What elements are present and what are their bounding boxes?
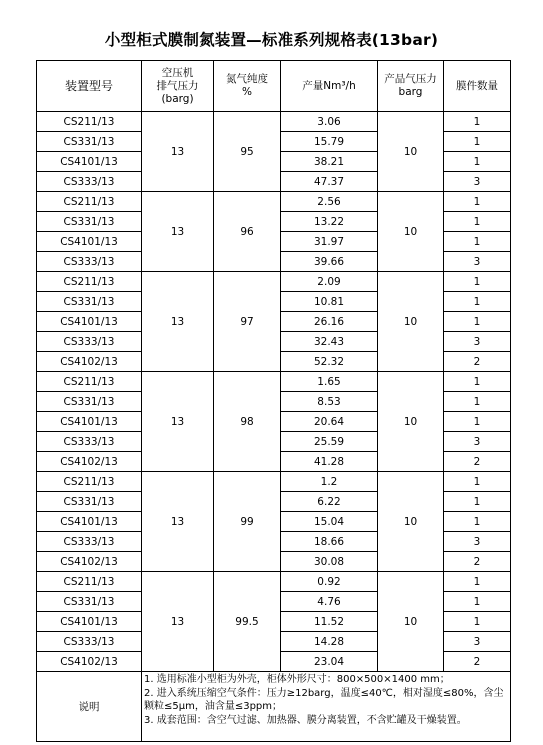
- cell-purity: 95: [214, 112, 281, 192]
- cell-model: CS331/13: [37, 592, 142, 612]
- header-product-pressure-line2: barg: [398, 86, 423, 98]
- cell-purity: 96: [214, 192, 281, 272]
- cell-model: CS4101/13: [37, 412, 142, 432]
- cell-membranes: 3: [444, 252, 511, 272]
- cell-flow: 31.97: [281, 232, 378, 252]
- cell-model: CS331/13: [37, 132, 142, 152]
- cell-flow: 15.79: [281, 132, 378, 152]
- cell-flow: 10.81: [281, 292, 378, 312]
- cell-model: CS4102/13: [37, 352, 142, 372]
- cell-model: CS331/13: [37, 292, 142, 312]
- cell-flow: 30.08: [281, 552, 378, 572]
- table-row: [37, 112, 511, 132]
- note-line-1: 1. 选用标准小型柜为外壳，柜体外形尺寸：800×500×1400 mm；: [144, 674, 450, 685]
- notes-label: 说明: [37, 672, 142, 742]
- header-flow: 产量Nm³/h: [281, 61, 378, 112]
- cell-flow: 4.76: [281, 592, 378, 612]
- cell-flow: 25.59: [281, 432, 378, 452]
- cell-compressor-pressure: 13: [142, 192, 214, 272]
- header-purity-line1: 氮气纯度: [226, 73, 268, 85]
- cell-compressor-pressure: 13: [142, 572, 214, 672]
- cell-membranes: 1: [444, 512, 511, 532]
- cell-flow: 26.16: [281, 312, 378, 332]
- header-membranes: 膜件数量: [444, 61, 511, 112]
- header-compressor-pressure-line1: 空压机: [161, 66, 194, 79]
- cell-model: CS331/13: [37, 392, 142, 412]
- header-purity-line2: %: [242, 86, 252, 98]
- cell-model: CS211/13: [37, 192, 142, 212]
- cell-flow: 13.22: [281, 212, 378, 232]
- cell-model: CS4102/13: [37, 552, 142, 572]
- header-compressor-pressure-line3: (barg): [161, 92, 194, 105]
- table-row: [37, 572, 511, 592]
- cell-purity: 99: [214, 472, 281, 572]
- cell-membranes: 1: [444, 112, 511, 132]
- cell-model: CS211/13: [37, 572, 142, 592]
- cell-membranes: 2: [444, 352, 511, 372]
- cell-flow: 3.06: [281, 112, 378, 132]
- cell-flow: 14.28: [281, 632, 378, 652]
- cell-flow: 39.66: [281, 252, 378, 272]
- note-line-2: 2. 进入系统压缩空气条件：压力≥12barg，温度≤40℃，相对湿度≤80%，含尘颗粒≤5μm，油含量≤3ppm；: [144, 687, 504, 712]
- cell-flow: 38.21: [281, 152, 378, 172]
- cell-flow: 18.66: [281, 532, 378, 552]
- cell-model: CS4101/13: [37, 612, 142, 632]
- cell-purity: 97: [214, 272, 281, 372]
- cell-flow: 8.53: [281, 392, 378, 412]
- cell-membranes: 1: [444, 372, 511, 392]
- note-line-3: 3. 成套范围：含空气过滤、加热器、膜分离装置，不含贮罐及干燥装置。: [144, 714, 467, 726]
- header-model: 装置型号: [37, 61, 142, 112]
- cell-model: CS211/13: [37, 472, 142, 492]
- table-row: [37, 272, 511, 292]
- cell-flow: 32.43: [281, 332, 378, 352]
- cell-membranes: 2: [444, 552, 511, 572]
- cell-product-pressure: 10: [378, 112, 444, 192]
- cell-membranes: 1: [444, 312, 511, 332]
- header-product-pressure-line1: 产品气压力: [384, 73, 437, 85]
- table-row: [37, 372, 511, 392]
- header-purity: [214, 61, 281, 112]
- cell-model: CS211/13: [37, 372, 142, 392]
- cell-membranes: 1: [444, 492, 511, 512]
- cell-flow: 41.28: [281, 452, 378, 472]
- cell-product-pressure: 10: [378, 272, 444, 372]
- notes-row: [37, 672, 511, 742]
- spec-table: [36, 60, 511, 742]
- cell-flow: 20.64: [281, 412, 378, 432]
- cell-purity: 99.5: [214, 572, 281, 672]
- cell-model: CS4101/13: [37, 152, 142, 172]
- cell-model: CS331/13: [37, 212, 142, 232]
- cell-product-pressure: 10: [378, 192, 444, 272]
- cell-model: CS333/13: [37, 532, 142, 552]
- cell-purity: 98: [214, 372, 281, 472]
- cell-membranes: 1: [444, 612, 511, 632]
- page-title: 小型柜式膜制氮装置—标准系列规格表(13bar): [104, 31, 439, 49]
- cell-flow: 23.04: [281, 652, 378, 672]
- cell-membranes: 1: [444, 592, 511, 612]
- cell-flow: 1.2: [281, 472, 378, 492]
- cell-membranes: 3: [444, 432, 511, 452]
- header-compressor-pressure-line2: 排气压力: [156, 79, 199, 92]
- header-row: [37, 61, 511, 112]
- cell-model: CS333/13: [37, 252, 142, 272]
- cell-membranes: 2: [444, 652, 511, 672]
- cell-model: CS4102/13: [37, 652, 142, 672]
- table-row: [37, 472, 511, 492]
- cell-compressor-pressure: 13: [142, 112, 214, 192]
- cell-membranes: 1: [444, 412, 511, 432]
- cell-product-pressure: 10: [378, 372, 444, 472]
- cell-membranes: 2: [444, 452, 511, 472]
- cell-membranes: 1: [444, 272, 511, 292]
- cell-membranes: 1: [444, 232, 511, 252]
- cell-membranes: 3: [444, 532, 511, 552]
- cell-model: CS333/13: [37, 332, 142, 352]
- cell-model: CS333/13: [37, 632, 142, 652]
- cell-compressor-pressure: 13: [142, 372, 214, 472]
- cell-flow: 52.32: [281, 352, 378, 372]
- cell-model: CS211/13: [37, 112, 142, 132]
- cell-flow: 1.65: [281, 372, 378, 392]
- cell-membranes: 1: [444, 472, 511, 492]
- cell-membranes: 3: [444, 332, 511, 352]
- cell-flow: 47.37: [281, 172, 378, 192]
- cell-model: CS4101/13: [37, 512, 142, 532]
- cell-product-pressure: 10: [378, 572, 444, 672]
- cell-membranes: 1: [444, 572, 511, 592]
- cell-model: CS4101/13: [37, 312, 142, 332]
- cell-model: CS4101/13: [37, 232, 142, 252]
- cell-membranes: 1: [444, 152, 511, 172]
- cell-membranes: 1: [444, 192, 511, 212]
- cell-flow: 6.22: [281, 492, 378, 512]
- cell-flow: 2.09: [281, 272, 378, 292]
- cell-membranes: 1: [444, 292, 511, 312]
- cell-flow: 0.92: [281, 572, 378, 592]
- notes-body: [142, 672, 511, 742]
- cell-compressor-pressure: 13: [142, 472, 214, 572]
- cell-model: CS333/13: [37, 172, 142, 192]
- cell-membranes: 1: [444, 212, 511, 232]
- cell-membranes: 1: [444, 392, 511, 412]
- cell-compressor-pressure: 13: [142, 272, 214, 372]
- header-compressor-pressure: [142, 61, 214, 112]
- cell-model: CS331/13: [37, 492, 142, 512]
- table-row: [37, 192, 511, 212]
- cell-flow: 2.56: [281, 192, 378, 212]
- cell-model: CS333/13: [37, 432, 142, 452]
- cell-membranes: 3: [444, 172, 511, 192]
- cell-membranes: 3: [444, 632, 511, 652]
- cell-flow: 15.04: [281, 512, 378, 532]
- cell-product-pressure: 10: [378, 472, 444, 572]
- table-body: [37, 112, 511, 672]
- cell-model: CS4102/13: [37, 452, 142, 472]
- cell-model: CS211/13: [37, 272, 142, 292]
- cell-flow: 11.52: [281, 612, 378, 632]
- header-product-pressure: [378, 61, 444, 112]
- cell-membranes: 1: [444, 132, 511, 152]
